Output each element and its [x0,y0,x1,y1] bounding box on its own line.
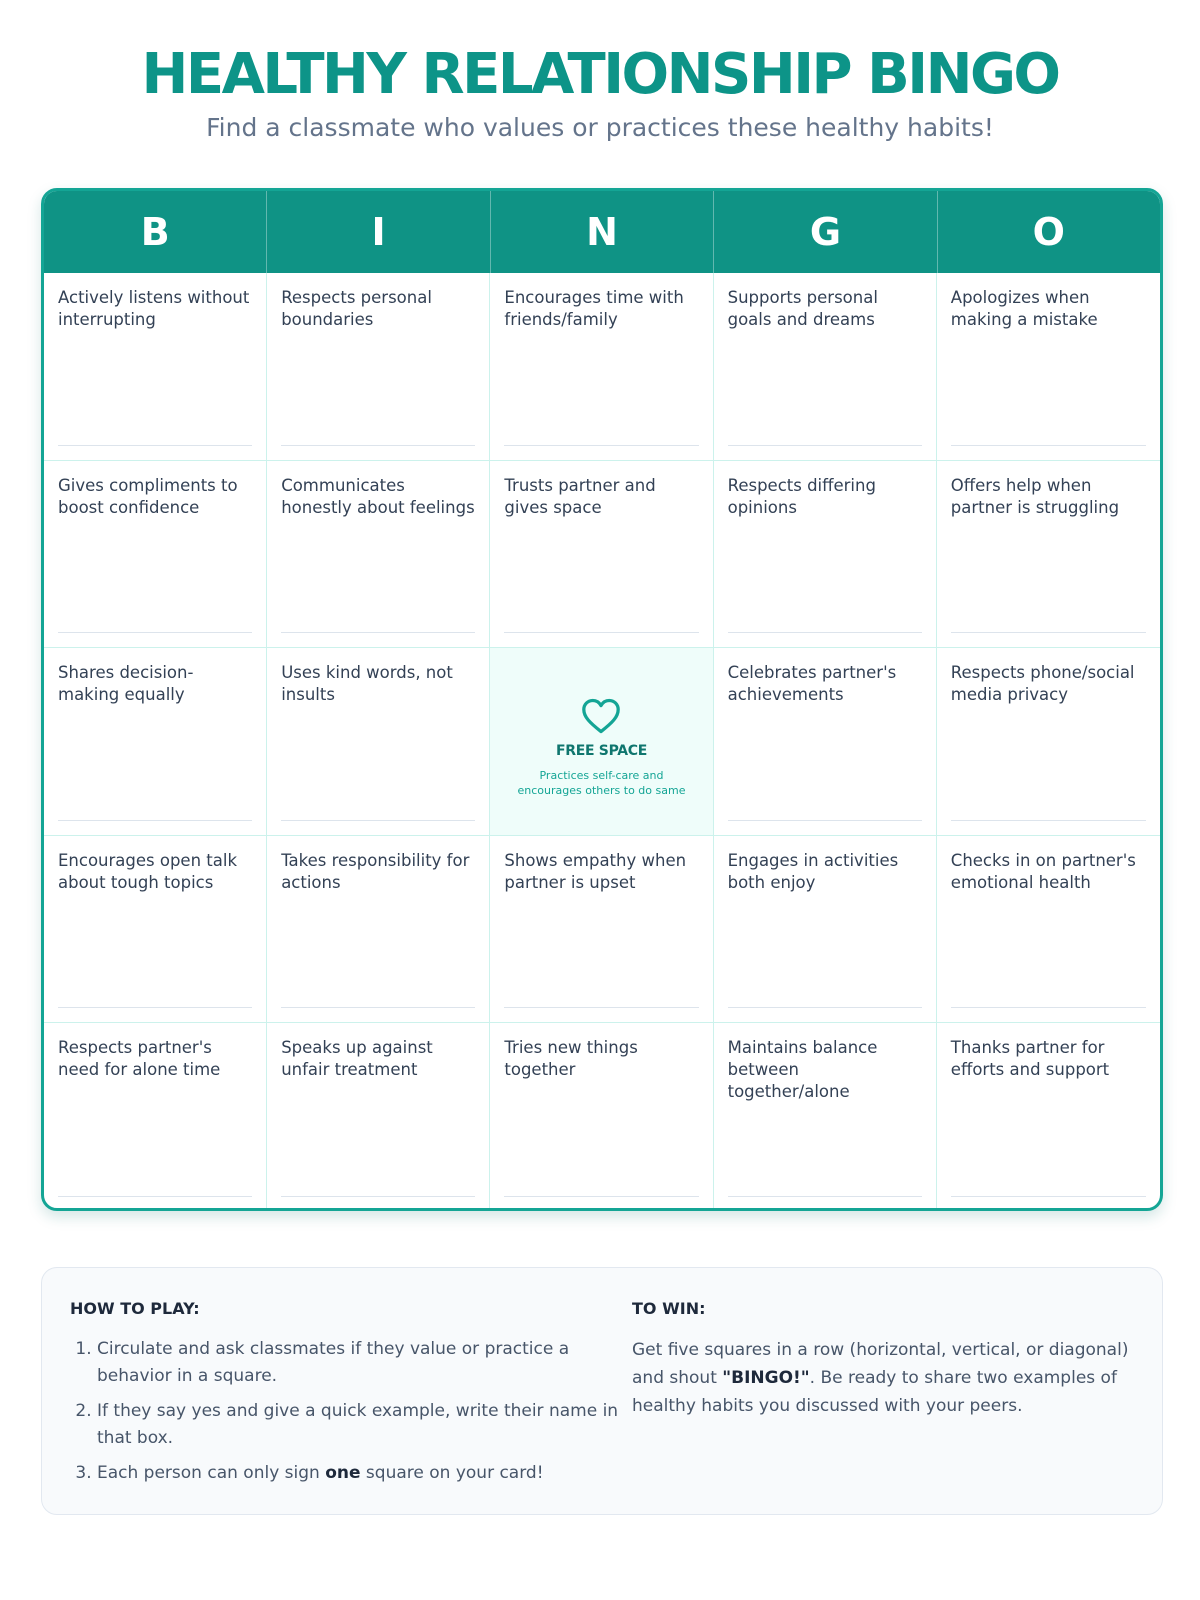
signature-line [728,820,922,821]
bingo-cell-label: Celebrates partner's achievements [727,663,897,705]
bingo-cell-n-4[interactable] [490,836,713,1024]
bingo-cell-label: Engages in activities both enjoy [727,850,899,892]
signature-line [504,632,698,633]
bingo-cell-o-2[interactable] [937,461,1160,649]
to-win-part: . Be ready to share two examples of healthy habits you discussed with your peers. [632,1368,1117,1416]
bingo-cell-label: Speaks up against unfair treatment [281,1038,433,1080]
bingo-cell-n-1[interactable] [490,273,713,461]
bingo-cell-label: Shows empathy when partner is upset [504,850,687,892]
bingo-cell-i-1[interactable] [267,273,490,461]
step-emphasis: one [325,1463,361,1483]
bingo-cell-label: Encourages time with friends/family [504,288,684,329]
bingo-cell-label: Trusts partner and gives space [504,475,656,517]
bingo-cell-g-1[interactable] [714,273,937,461]
bingo-cell-g-4[interactable] [714,836,937,1024]
bingo-cell-label: Shares decision-making equally [58,663,194,705]
signature-line [58,1007,252,1008]
bingo-cell-g-2[interactable] [714,461,937,649]
bingo-cell-o-5[interactable] [937,1023,1160,1211]
signature-line [504,1007,698,1008]
signature-line [281,820,475,821]
signature-line [504,445,698,446]
bingo-cell-label: Apologizes when making a mistake [950,288,1098,329]
bingo-cell-b-5[interactable] [44,1023,267,1211]
to-win-heading: TO WIN: [632,1299,706,1318]
bingo-cell-b-3[interactable] [44,648,267,836]
signature-line [281,445,475,446]
bingo-cell-label: Tries new things together [504,1038,638,1080]
how-to-play-step [97,1460,632,1487]
signature-line [951,820,1146,821]
to-win-section [632,1298,1134,1484]
bingo-cell-i-2[interactable] [267,461,490,649]
bingo-letter-g: G [714,191,937,273]
bingo-cell-label: Respects phone/social media privacy [950,663,1135,705]
bingo-cell-o-3[interactable] [937,648,1160,836]
bingo-cell-n-5[interactable] [490,1023,713,1211]
bingo-cell-label: Respects differing opinions [727,475,876,517]
bingo-cell-g-3[interactable] [714,648,937,836]
heart-icon [581,698,621,734]
signature-line [951,1007,1146,1008]
bingo-cell-i-5[interactable] [267,1023,490,1211]
bingo-card [41,188,1163,1211]
bingo-letter-b: B [44,191,267,273]
bingo-cell-label: Uses kind words, not insults [281,663,453,705]
step-text: square on your card! [360,1463,544,1483]
how-to-play-section [70,1298,632,1484]
step-text: Each person can only sign [97,1463,326,1483]
signature-line [281,632,475,633]
signature-line [58,1196,252,1197]
signature-line [281,1007,475,1008]
bingo-cell-b-4[interactable] [44,836,267,1024]
bingo-letter-i: I [267,191,490,273]
bingo-cell-label: Thanks partner for efforts and support [950,1038,1110,1080]
bingo-cell-label: Actively listens without interrupting [58,288,250,329]
signature-line [281,1196,475,1197]
bingo-cell-g-5[interactable] [714,1023,937,1211]
signature-line [728,1007,922,1008]
bingo-cell-label: Communicates honestly about feelings [281,475,475,517]
bingo-cell-b-2[interactable] [44,461,267,649]
signature-line [728,1196,922,1197]
bingo-cell-label: Offers help when partner is struggling [950,475,1120,517]
bingo-cell-label: Takes responsibility for actions [281,850,470,892]
bingo-cell-label: Gives compliments to boost confidence [58,475,238,517]
bingo-letter-n: N [491,191,714,273]
signature-line [58,820,252,821]
bingo-cell-n-2[interactable] [490,461,713,649]
to-win-emphasis: "BINGO!" [722,1368,810,1388]
free-space-description: Practices self-care and encourages others to do same [517,769,686,798]
to-win-part: Get five squares in a row (horizontal, vertical, or diagonal) and shout [632,1340,1129,1388]
bingo-cell-label: Respects partner's need for alone time [58,1038,221,1080]
signature-line [58,632,252,633]
free-space-cell [490,648,713,836]
bingo-cell-label: Encourages open talk about tough topics [58,850,238,892]
bingo-cell-o-4[interactable] [937,836,1160,1024]
signature-line [728,445,922,446]
bingo-cell-label: Supports personal goals and dreams [727,288,878,329]
bingo-cell-label: Maintains balance between together/alone [727,1038,878,1102]
signature-line [951,445,1146,446]
page-subtitle: Find a classmate who values or practices these healthy habits! [206,113,994,142]
bingo-cell-o-1[interactable] [937,273,1160,461]
free-space-title: FREE SPACE [555,743,648,760]
how-to-play-list [70,1336,632,1487]
how-to-play-step: 2. If they say yes and give a quick example, write their name in that box. [97,1398,632,1452]
bingo-grid [44,273,1160,1211]
bingo-cell-label: Checks in on partner's emotional health [950,850,1136,892]
to-win-text [632,1336,1134,1420]
how-to-play-step: 1. Circulate and ask classmates if they value or practice a behavior in a square. [97,1336,632,1390]
bingo-cell-i-4[interactable] [267,836,490,1024]
page-title: HEALTHY RELATIONSHIP BINGO [141,42,1059,107]
bingo-letter-o: O [1032,210,1065,254]
instructions-panel [41,1267,1163,1515]
bingo-cell-b-1[interactable] [44,273,267,461]
signature-line [951,632,1146,633]
signature-line [951,1196,1146,1197]
signature-line [58,445,252,446]
signature-line [728,632,922,633]
bingo-cell-label: Respects personal boundaries [281,288,432,329]
bingo-cell-i-3[interactable] [267,648,490,836]
signature-line [504,1196,698,1197]
bingo-header-row [44,191,1160,273]
how-to-play-heading: HOW TO PLAY: [70,1299,200,1318]
